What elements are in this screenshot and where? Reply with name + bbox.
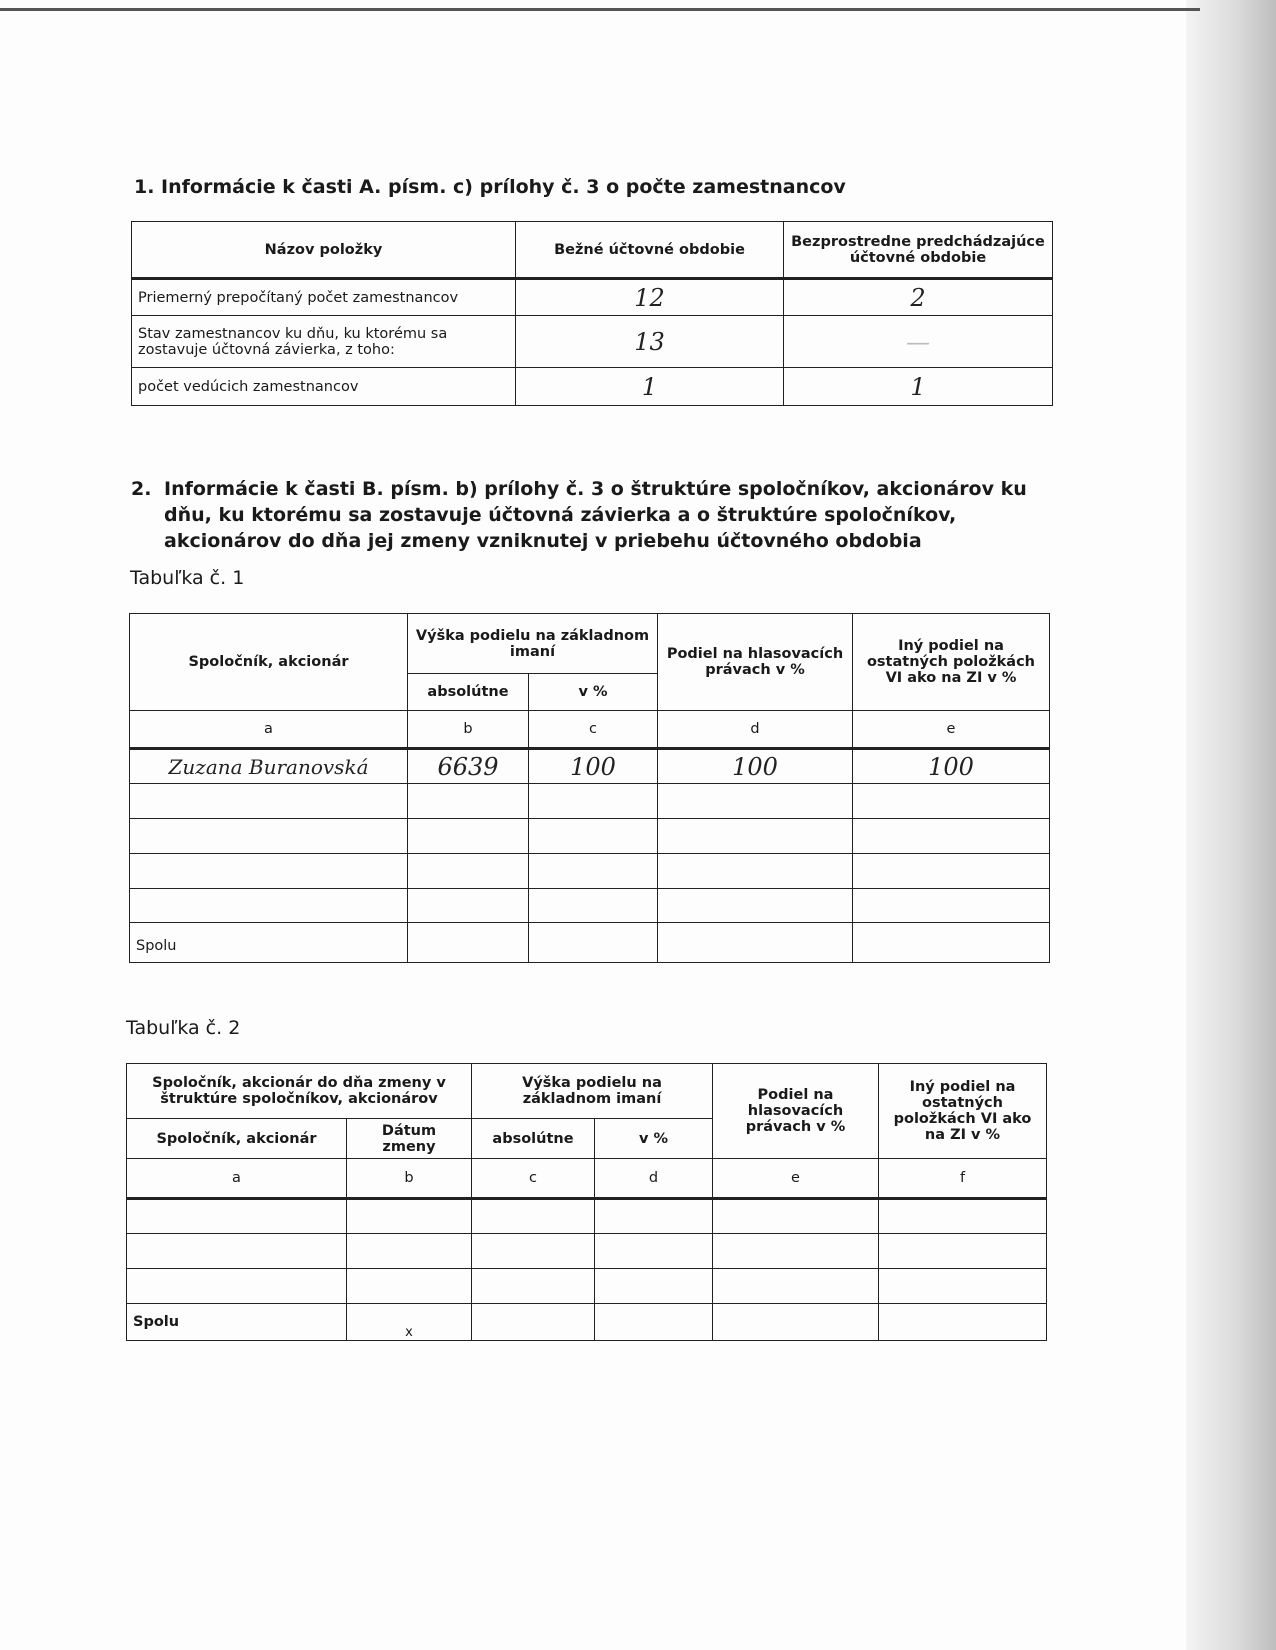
voting-percent: 100	[658, 749, 853, 784]
col-letter: a	[127, 1159, 347, 1199]
table-row	[127, 1199, 1047, 1234]
table-row	[130, 784, 1050, 819]
table-row	[130, 819, 1050, 854]
col-letter: b	[408, 711, 529, 749]
table-row	[132, 368, 1053, 406]
share-percent: 100	[529, 749, 658, 784]
row-label: Stav zamestnancov ku dňu, ku ktorému sa zostavuje účtovná závierka, z toho:	[132, 316, 516, 368]
header-previous-period: Bezprostredne predchádzajúce účtovné obdobie	[784, 222, 1053, 279]
header-percent: v %	[529, 674, 658, 711]
table2-caption: Tabuľka č. 2	[126, 1017, 241, 1039]
section2-number: 2.	[131, 478, 152, 500]
current-value: 1	[516, 368, 784, 406]
scan-top-line	[0, 8, 1200, 11]
col-letter: c	[529, 711, 658, 749]
header-other-share: Iný podiel na ostatných položkách VI ako na ZI v %	[879, 1064, 1047, 1159]
header-voting: Podiel na hlasovacích právach v %	[713, 1064, 879, 1159]
table-row	[130, 749, 1050, 784]
current-value: 13	[516, 316, 784, 368]
row-label: počet vedúcich zamestnancov	[132, 368, 516, 406]
other-percent: 100	[853, 749, 1050, 784]
header-item-name: Názov položky	[132, 222, 516, 279]
header-percent: v %	[595, 1119, 713, 1159]
table-row	[127, 1269, 1047, 1304]
header-partner: Spoločník, akcionár	[127, 1119, 347, 1159]
col-letter: d	[595, 1159, 713, 1199]
table-row	[132, 279, 1053, 316]
col-letter: a	[130, 711, 408, 749]
current-value: 12	[516, 279, 784, 316]
col-letter: e	[853, 711, 1050, 749]
header-voting: Podiel na hlasovacích právach v %	[658, 614, 853, 711]
header-share: Výška podielu na základnom imaní	[472, 1064, 713, 1119]
employees-table	[131, 221, 1053, 406]
table-row	[127, 1234, 1047, 1269]
header-date: Dátum zmeny	[347, 1119, 472, 1159]
total-label: Spolu	[130, 923, 408, 963]
col-letter: e	[713, 1159, 879, 1199]
header-partner-group: Spoločník, akcionár do dňa zmeny v štruktúre spoločníkov, akcionárov	[127, 1064, 472, 1119]
table-row	[130, 854, 1050, 889]
total-label: Spolu	[127, 1304, 347, 1341]
total-date-mark: x	[347, 1304, 472, 1341]
previous-value: —	[784, 316, 1053, 368]
total-row	[130, 923, 1050, 963]
col-letter: d	[658, 711, 853, 749]
section1-title: 1. Informácie k časti A. písm. c) prílohy č. 3 o počte zamestnancov	[134, 176, 846, 198]
scan-edge-shadow	[1186, 0, 1276, 1650]
col-letter: f	[879, 1159, 1047, 1199]
header-partner: Spoločník, akcionár	[130, 614, 408, 711]
header-absolute: absolútne	[408, 674, 529, 711]
shareholders-table-2	[126, 1063, 1047, 1341]
table-row	[130, 889, 1050, 923]
col-letter: b	[347, 1159, 472, 1199]
partner-name: Zuzana Buranovská	[130, 749, 408, 784]
table-row	[132, 316, 1053, 368]
total-row	[127, 1304, 1047, 1341]
row-label: Priemerný prepočítaný počet zamestnancov	[132, 279, 516, 316]
previous-value: 1	[784, 368, 1053, 406]
header-current-period: Bežné účtovné obdobie	[516, 222, 784, 279]
section2-title: Informácie k časti B. písm. b) prílohy č. 3 o štruktúre spoločníkov, akcionárov ku dňu, ku ktorému sa zostavuje účtovná závierka a o štruktúre spoločníkov, akcionárov do dňa jej zmeny vzniknutej v priebehu účtovného obdobia	[164, 478, 1027, 552]
col-letter: c	[472, 1159, 595, 1199]
shareholders-table-1	[129, 613, 1050, 963]
header-share: Výška podielu na základnom imaní	[408, 614, 658, 674]
share-absolute: 6639	[408, 749, 529, 784]
table1-caption: Tabuľka č. 1	[130, 567, 245, 589]
header-absolute: absolútne	[472, 1119, 595, 1159]
previous-value: 2	[784, 279, 1053, 316]
header-other-share: Iný podiel na ostatných položkách VI ako na ZI v %	[853, 614, 1050, 711]
